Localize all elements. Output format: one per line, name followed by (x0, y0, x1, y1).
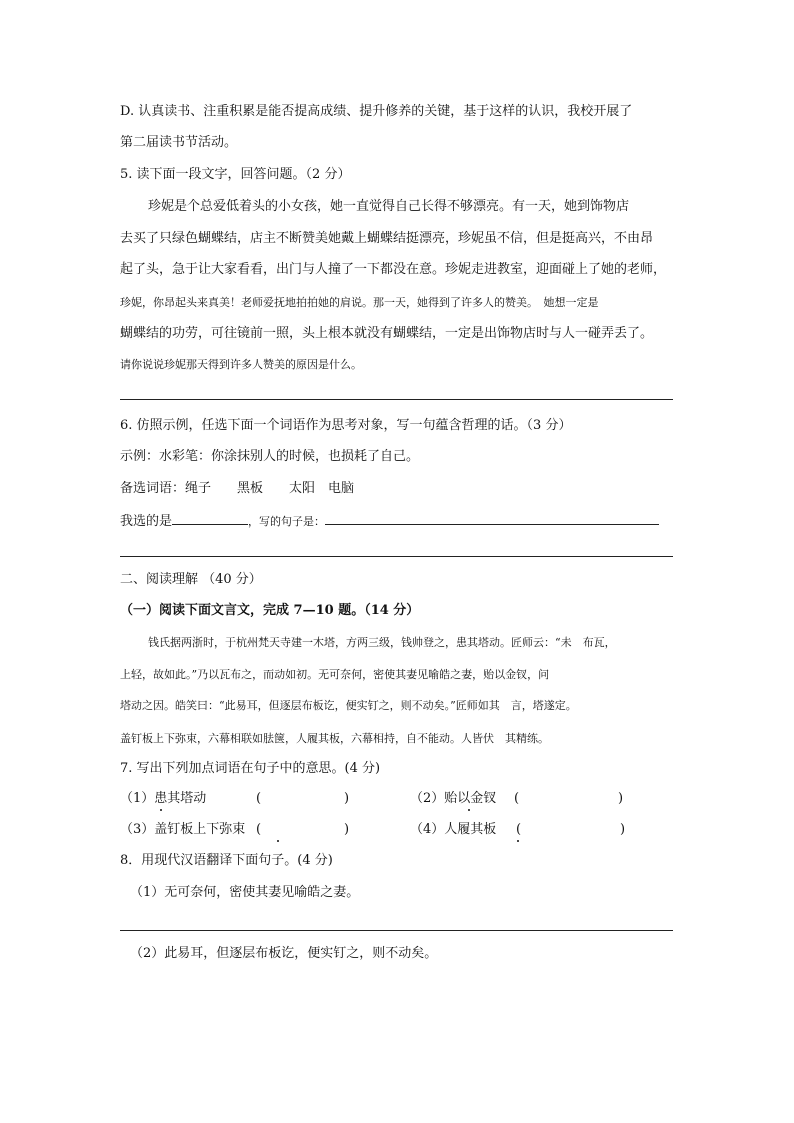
emphasis-dot-lv (511, 822, 524, 838)
q7-item2-paren-close: ) (618, 791, 624, 806)
q6-title: 6. 仿照示例，任选下面一个词语作为思考对象，写一句蕴含哲理的话。（3 分） (120, 418, 572, 433)
classical-text-line4: 盖钉板上下弥束，六幕相联如胠箧，人履其板，六幕相持，自不能动。人皆伏 其精练。 (120, 732, 549, 745)
q7-title: 7. 写出下列加点词语在句子中的意思。(4 分) (120, 761, 381, 776)
q6-chose-label: 我选的是 (120, 514, 173, 529)
section2-title: 二、阅读理解 （40 分） (120, 572, 262, 587)
q6-word-choices: 备选词语：绳子 黑板 太阳 电脑 (120, 481, 355, 496)
q6-answer-line[interactable] (120, 556, 673, 557)
emphasis-dot-yi (462, 791, 475, 807)
q7-item1-paren-open: ( (256, 791, 262, 806)
q7-item1: （1）患其塔动 (120, 791, 207, 806)
q5-question: 请你说说珍妮那天得到许多人赞美的原因是什么。 (120, 358, 362, 371)
q6-sentence-label: ，写的句子是： (248, 515, 326, 528)
q7-item3-paren-open: ( (256, 822, 262, 837)
q5-title: 5. 读下面一段文字，回答问题。（2 分） (120, 167, 351, 182)
q7-item2: （2）贻以金钗 (410, 791, 497, 806)
q8-answer-line[interactable] (120, 930, 673, 931)
q5-passage-line2: 去买了只绿色蝴蝶结，店主不断赞美她戴上蝴蝶结挺漂亮，珍妮虽不信，但是挺高兴，不由昂 (120, 231, 654, 246)
option-d-line1: D. 认真读书、注重积累是能否提高成绩、提升修养的关键，基于这样的认识，我校开展了 (120, 104, 633, 119)
emphasis-dot-shu (271, 822, 284, 838)
classical-text-line2: 上轻，故如此。”乃以瓦布之，而动如初。无可奈何，密使其妻见喻皓之妻，贻以金钗，问 (120, 668, 550, 681)
q7-item1-paren-close: ) (344, 791, 350, 806)
q6-answer-row (120, 512, 659, 530)
q7-item4-paren-open: ( (516, 822, 522, 837)
q8-title: 8．用现代汉语翻译下面句子。(4 分) (120, 853, 333, 868)
q6-chose-blank[interactable] (172, 512, 248, 525)
q7-item2-paren-open: ( (514, 791, 520, 806)
q7-item3: （3）盖钉板上下弥束 (120, 822, 246, 837)
q5-passage-line4: 珍妮，你昂起头来真美！老师爱抚地拍拍她的肩说。那一天，她得到了许多人的赞美。 她想一定是 (120, 296, 599, 309)
classical-text-line1: 钱氏据两浙时，于杭州梵天寺建一木塔，方两三级，钱帅登之，患其塔动。匠师云：“未 布瓦， (148, 636, 616, 649)
q8-sentence2: （2）此易耳，但逐层布板讫，便实钉之，则不动矣。 (130, 946, 438, 961)
q5-passage-line1: 珍妮是个总爱低着头的小女孩，她一直觉得自己长得不够漂亮。有一天，她到饰物店 (148, 199, 630, 214)
option-d-line2: 第二届读书节活动。 (120, 135, 238, 150)
classical-text-line3: 塔动之因。皓笑曰：“此易耳，但逐层布板讫，便实钉之，则不动矣。”匠师如其 言，塔遂定。 (120, 699, 577, 712)
q6-sentence-blank[interactable] (325, 512, 659, 525)
q5-answer-line[interactable] (120, 399, 673, 400)
q8-sentence1: （1）无可奈何，密使其妻见喻皓之妻。 (130, 885, 360, 900)
q7-item4: （4）人履其板 (410, 822, 497, 837)
q7-item3-paren-close: ) (344, 822, 350, 837)
emphasis-dot-huan (154, 791, 167, 807)
q5-passage-line3: 起了头，急于让大家看看，出门与人撞了一下都没在意。珍妮走进教室，迎面碰上了她的老师， (120, 262, 667, 277)
section2-subtitle: （一）阅读下面文言文，完成 7—10 题。（14 分） (120, 603, 420, 618)
q5-passage-line5: 蝴蝶结的功劳，可往镜前一照，头上根本就没有蝴蝶结，一定是出饰物店时与人一碰弄丢了。 (120, 326, 654, 341)
q7-item4-paren-close: ) (620, 822, 626, 837)
q6-example: 示例：水彩笔：你涂抹别人的时候，也损耗了自己。 (120, 449, 420, 464)
